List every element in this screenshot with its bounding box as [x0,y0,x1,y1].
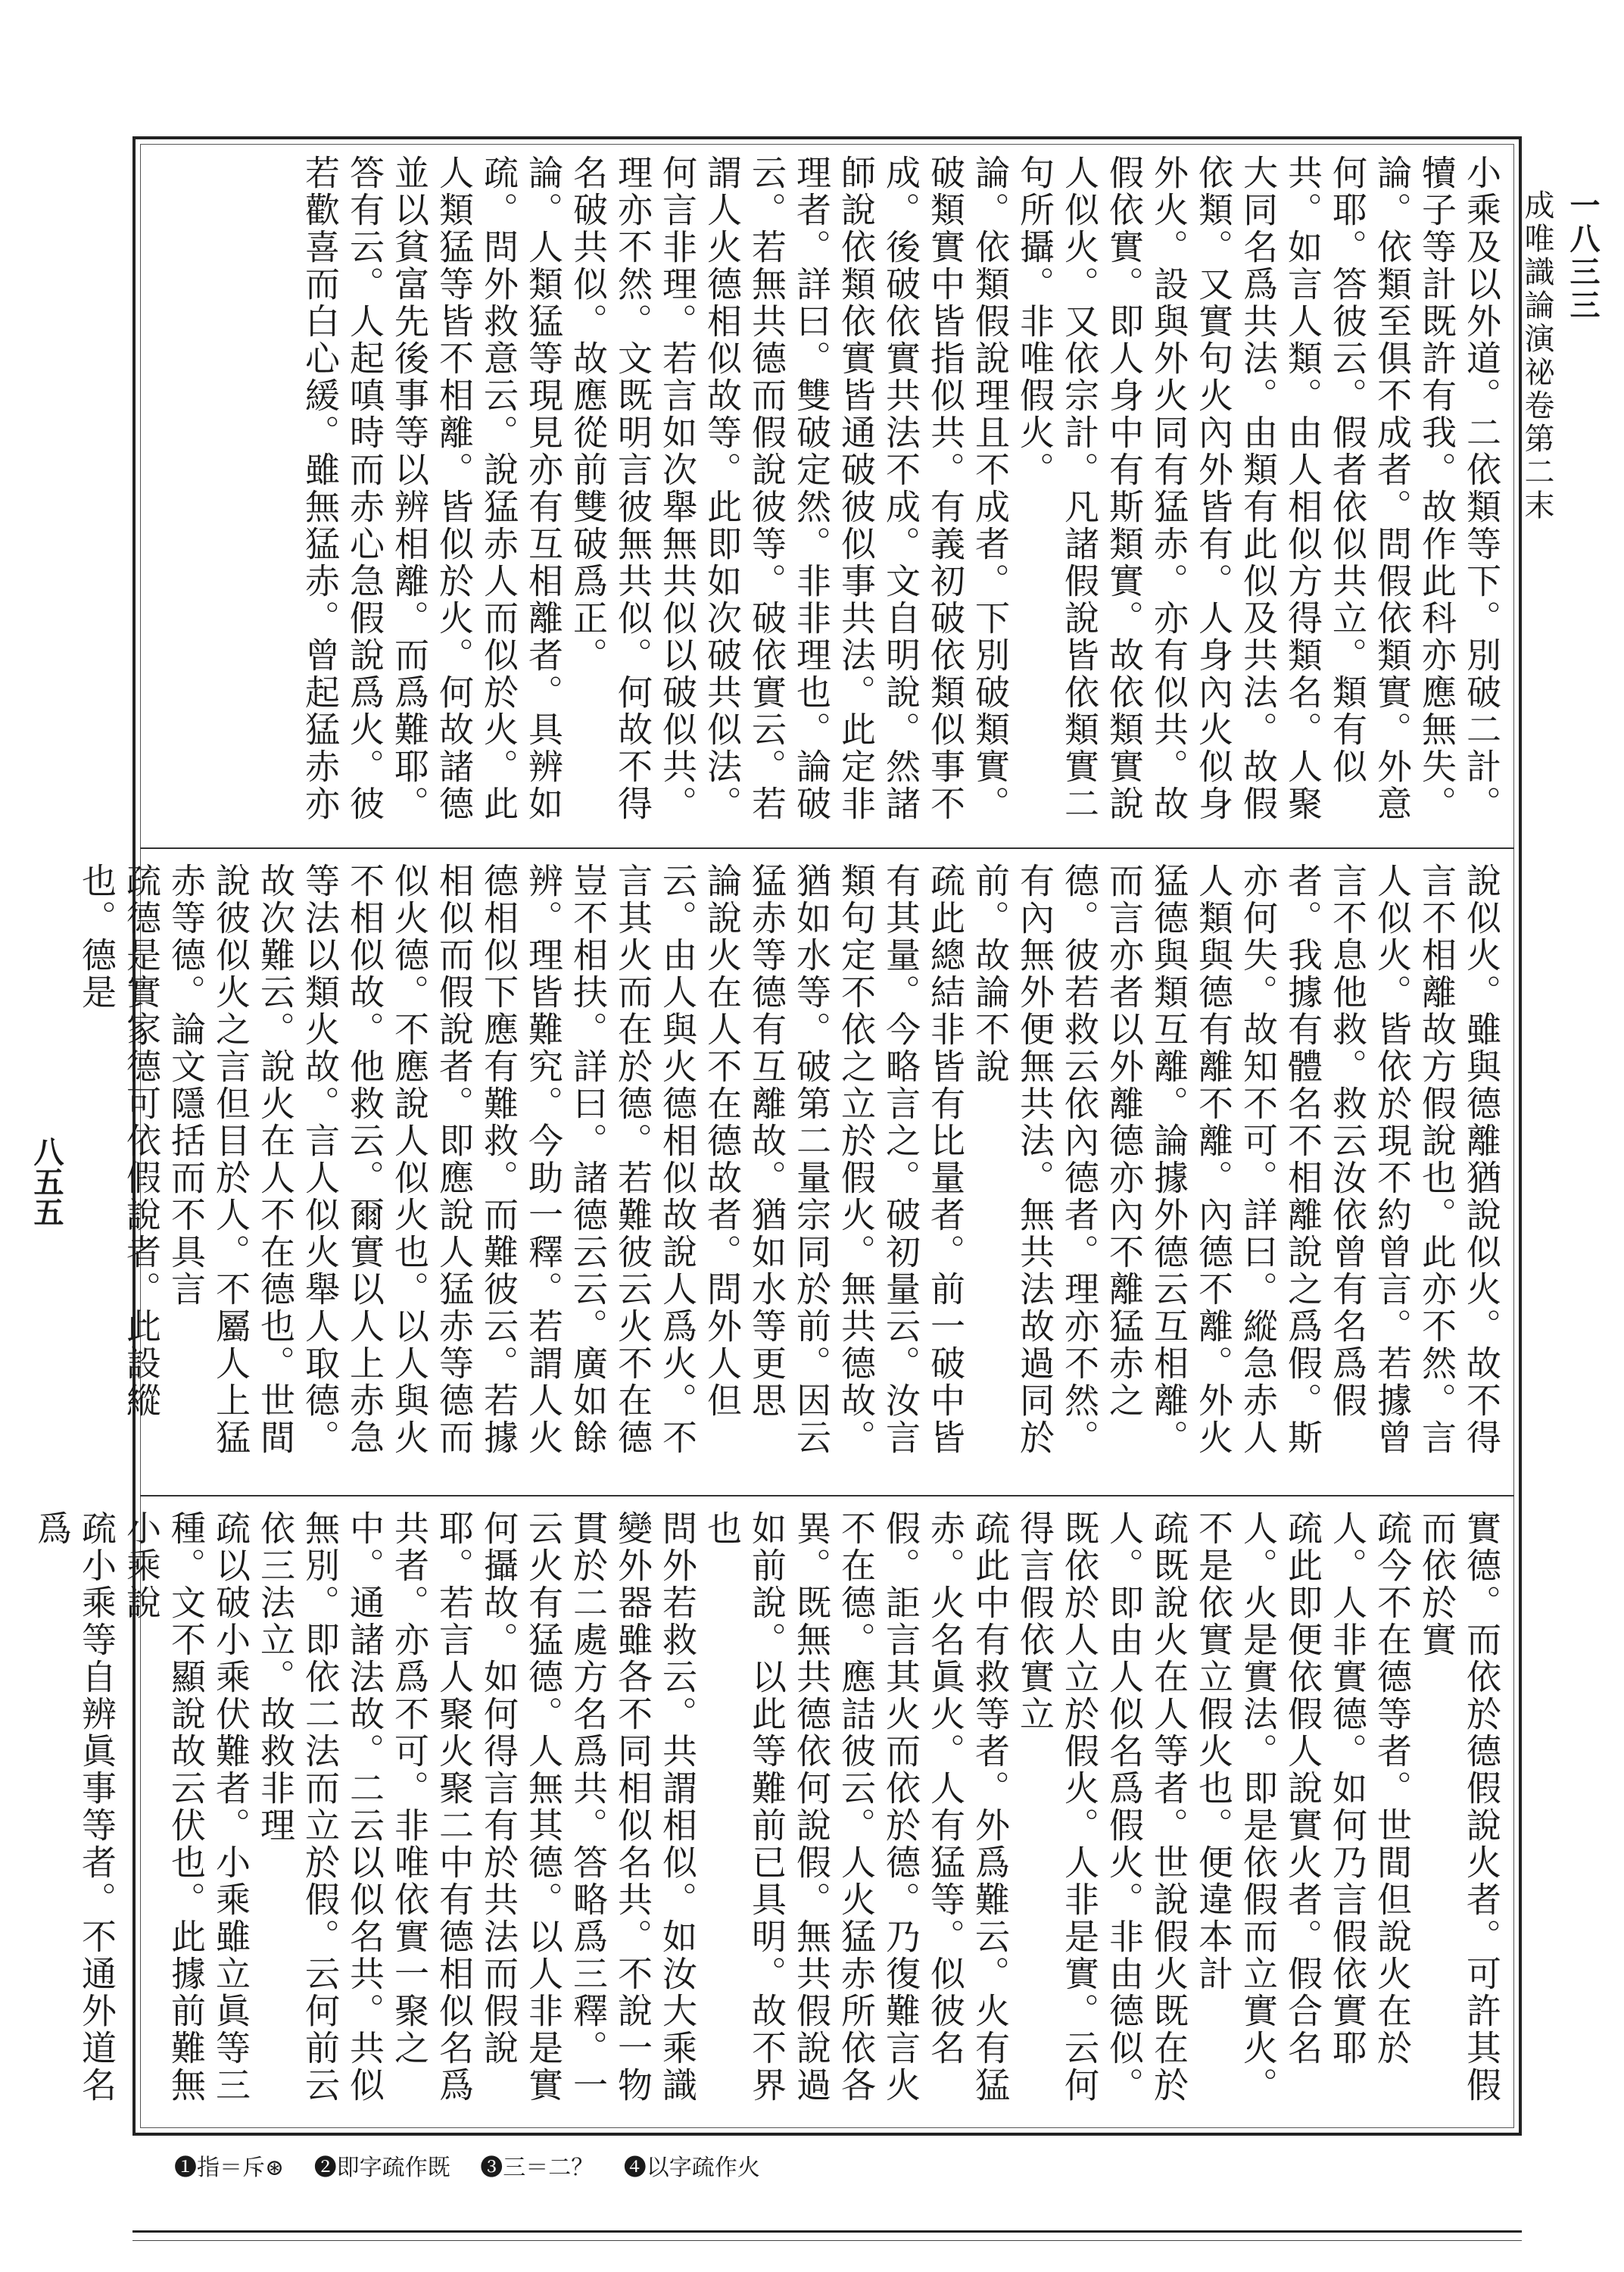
text-paragraph: 疏今不在德等者。世間但說火在於人。人非實德。如何乃言假依實耶 [1327,1510,1413,2067]
page-number: 八五五 [29,1136,64,1227]
text-paragraph: 論說火在人不在德故者。問外人但云。由人與火德相似故說人爲火。不言其火而在於德。若難彼云火不在德豈不相扶。詳曰。諸德云云。廣如餘辨。理皆難究。今助一釋。若謂人火德相似下應有難救。而難彼云。若據相似而假說者。即應說人猛赤等德而似火德。不應說人似火也。以人與火不相似故。他救云。爾實以人上赤急等法以類火故。言人似火舉人取德。故次難云。說火在人不在德也。世間說彼似火之言但目於人。不屬人上猛赤等德。論文隱括而不具言 [166,863,743,1456]
footnotes [174,2149,1461,2187]
text-paragraph: 疏此總結非皆有比量者。前一破中皆有其量。今略言之。破初量云。汝言類句定不依之立於假火。無共德故。猶如水等。破第二量宗同於前。因云猛赤等德有互離故。猶如水等更思 [747,863,966,1456]
footnote: ❶指＝斥⊛ [174,2155,285,2181]
bottom-rule [132,2230,1522,2233]
book-title: 成唯識論演祕卷第二末 [1520,189,1554,523]
text-paragraph: 問外若救云。共謂相似。如汝大乘識變外器雖各不同相似名共。不說一物貫於二處方名爲共。答略爲三釋。一云火有猛德。人無其德。以人非是實何攝故。如何得言有於共法而假說耶。若言人聚火聚二中有德相似名爲共者。亦爲不可。非唯依實一聚之中。通諸法故。二云以似名共。共似無別。即依二法而立於假。云何前云依三法立。故救非理 [255,1510,698,2104]
text-paragraph: 疏此即便依假人說實火者。假合名人。火是實法。即是依假而立實火。不是依實立假火也。便違本計 [1193,1510,1323,2104]
text-paragraph: 論。人類猛等現見亦有互相離者。具辨如疏。問外救意云。說猛赤人而似於火。此人類猛等皆不相離。皆似於火。何故諸德並以貧富先後事等以辨相離。而爲難耶。答有云。人起嗔時而赤心急假說爲火。彼若歡喜而白心緩。雖無猛赤。曾起猛赤亦 [300,154,564,822]
page-folio: 一八三三 [1565,189,1601,323]
text-paragraph: 疏此中有救等者。外爲難云。火有猛赤。火名眞火。人有猛等。似彼名假。詎言其火而依於德。乃復難言火不在德。應詰彼云。人火猛赤所依各異。既無共德依何說假。無共假說過如前說。以此等難前已具明。故不界也 [702,1510,1011,2104]
middle-register [76,863,1504,1484]
text-paragraph: 論。依類假說理且不成者。下別破類實。破類實中皆指似共。有義初破依類似事不成。後破依實共法不成。文自明說。然諸師說依類依實皆通破彼似事共法。此定非理者。詳曰。雙破定然。非非理也。論破云。若無共德而假說彼等。破依實云。若謂人火德相似故等。此即如次破共似法。何言非理。若言如次舉無共似以破似共。理亦不然。文既明言彼無共似。何故不得名破共似。故應從前雙破爲正。 [568,154,1011,822]
footnote: ❷即字疏作既 [313,2155,450,2181]
register-divider [140,1495,1514,1496]
text-paragraph: 說似火。雖與德離猶說似火。故不得言不相離故方假說也。此亦不然。言人似火。皆依於現不約曾言。若據曾言不息他救。救云汝依曾有名爲假者。我據有體名不相離說之爲假。斯亦何失。故知不可。詳曰。縱急赤人人類與德有離不離。內德不離。外火猛德與類互離。論據外德云互相離。而言亦者以外離德亦內不離猛赤之德。彼若救云依內德者。理亦不然。有內無外便無共法。無共法故過同於前。故論不說 [970,863,1502,1456]
text-paragraph: 實德。而依於德假說火者。可許其假而依於實 [1417,1510,1502,2104]
running-header [1520,189,1605,1022]
text-paragraph: 小乘及以外道。二依類等下。別破二計。犢子等計既許有我。故作此科亦應無失。 [1417,154,1502,822]
footnote: ❸三＝二？ [480,2155,594,2181]
text-paragraph: 疏小乘等自辨眞事等者。不通外道名爲 [32,1510,117,2104]
register-divider [140,847,1514,849]
bottom-rule [132,2240,1522,2241]
text-paragraph: 疏以破小乘伏難者。小乘雖立眞等三種。文不顯說故云伏也。此據前難無小乘說 [121,1510,251,2104]
upper-register [151,154,1504,836]
text-paragraph: 疏既說火在人等者。世說假火既在於人。即由人似名爲假火。非由德似。既依於人立於假火。人非是實。云何得言假依實立 [1015,1510,1189,2104]
footnote: ❹以字疏作火 [623,2155,760,2181]
text-paragraph: 疏德是實家德可依假說者。此設縱也。德是 [76,863,162,1419]
text-paragraph: 論。依類至俱不成者。問假依類實。外意何耶。答彼云。假者依似共立。類有似共。如言人類。由人相似方得類名。人聚大同名爲共法。由類有此似及共法。故假依類。又實句火內外皆有。人身內火似身外火。設與外火同有猛赤。亦有似共。故假依實。即人身中有斯類實。故依類實說人似火。又依宗計。凡諸假說皆依類實二句所攝。非唯假火。 [1015,154,1413,822]
lower-register [32,1510,1504,2124]
